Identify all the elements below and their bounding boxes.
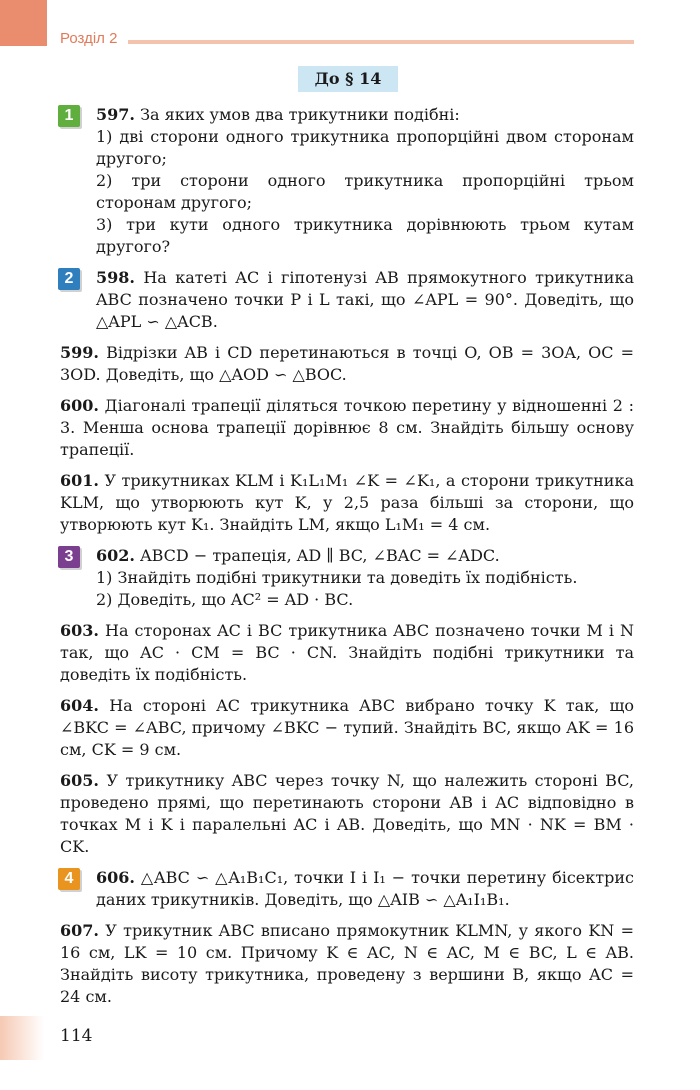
problem-599 [60, 342, 634, 386]
problem-602 [60, 545, 634, 611]
problem-text: Діагоналі трапеції діляться точкою перетину у відношенні 2 : 3. Менша основа трапеції дорівнює 8 см. Знайдіть більшу основу трапеції. [60, 396, 634, 459]
problem-number: 597. [96, 105, 135, 124]
problem-number: 600. [60, 396, 99, 415]
problem-600 [60, 395, 634, 461]
level-4-icon: 4 [58, 868, 80, 890]
problem-text: У трикутниках KLM і K₁L₁M₁ ∠K = ∠K₁, а сторони трикутника KLM, що утворюють кут K, у 2,5 раза більші за сторони, що утворюють кут K₁. Знайдіть LM, якщо L₁M₁ = 4 см. [60, 471, 634, 534]
page-corner-decoration [0, 1016, 44, 1060]
problem-text: На катеті AC і гіпотенузі AB прямокутного трикутника ABC позначено точки P і L такі, що ∠APL = 90°. Доведіть, що △APL ∽ △ACB. [96, 268, 635, 331]
problem-text: ABCD − трапеція, AD ∥ BC, ∠BAC = ∠ADC. [140, 546, 500, 565]
problem-597 [60, 104, 634, 258]
chapter-label: Розділ 2 [60, 30, 118, 47]
problem-number: 605. [60, 771, 99, 790]
problem-text: За яких умов два трикутники подібні: [140, 105, 460, 124]
problem-number: 599. [60, 343, 99, 362]
problem-604 [60, 695, 634, 761]
problem-item: 2) три сторони одного трикутника пропорційні трьом сторонам другого; [96, 171, 634, 212]
problem-text: Відрізки AB і CD перетинаються в точці O, OB = 3OA, OC = 3OD. Доведіть, що △AOD ∽ △BOC. [60, 343, 634, 384]
corner-decoration [0, 0, 47, 46]
problem-item: 3) три кути одного трикутника дорівнюють трьом кутам другого? [96, 215, 634, 256]
problem-606 [60, 867, 634, 911]
problem-item: 2) Доведіть, що AC² = AD · BC. [96, 590, 354, 609]
section-title: До § 14 [298, 66, 398, 92]
level-1-icon: 1 [58, 105, 80, 127]
level-3-icon: 3 [58, 546, 80, 568]
problem-text: На сторонах AC і BC трикутника ABC позначено точки M і N так, що AC · CM = BC · CN. Знайдіть подібні трикутники та доведіть їх подібність. [60, 621, 635, 684]
problem-607 [60, 920, 634, 1008]
problem-item: 1) дві сторони одного трикутника пропорційні двом сторонам другого; [96, 127, 634, 168]
problem-603 [60, 620, 634, 686]
problem-601 [60, 470, 634, 536]
problem-text: На стороні AC трикутника ABC вибрано точку K так, що ∠BKC = ∠ABC, причому ∠BKC − тупий. Знайдіть BC, якщо AK = 16 см, CK = 9 см. [60, 696, 635, 759]
problem-text: У трикутнику ABC через точку N, що належить стороні BC, проведено прямі, що перетинають сторони AB і AC відповідно в точках M і K і паралельні AC і AB. Доведіть, що MN · NK = BM · CK. [60, 771, 635, 856]
problem-number: 603. [60, 621, 99, 640]
page-number: 114 [60, 1026, 93, 1046]
problem-number: 602. [96, 546, 135, 565]
problem-number: 606. [96, 868, 135, 887]
problem-text: △ABC ∽ △A₁B₁C₁, точки I і I₁ − точки перетину бісектрис даних трикутників. Доведіть, що △AIB ∽ △A₁I₁B₁. [96, 868, 634, 909]
problem-item: 1) Знайдіть подібні трикутники та доведіть їх подібність. [96, 568, 578, 587]
problem-text: У трикутник ABC вписано прямокутник KLMN, у якого KN = 16 см, LK = 10 см. Причому K ∈ AC, N ∈ AC, M ∈ BC, L ∈ AB. Знайдіть висоту трикутника, проведену з вершини B, якщо AC = 24 см. [60, 921, 634, 1006]
problem-number: 598. [96, 268, 135, 287]
problem-number: 601. [60, 471, 99, 490]
problem-number: 607. [60, 921, 99, 940]
header-rule [128, 40, 634, 44]
problem-list [60, 104, 634, 1017]
problem-605 [60, 770, 634, 858]
problem-number: 604. [60, 696, 99, 715]
problem-598 [60, 267, 634, 333]
level-2-icon: 2 [58, 268, 80, 290]
